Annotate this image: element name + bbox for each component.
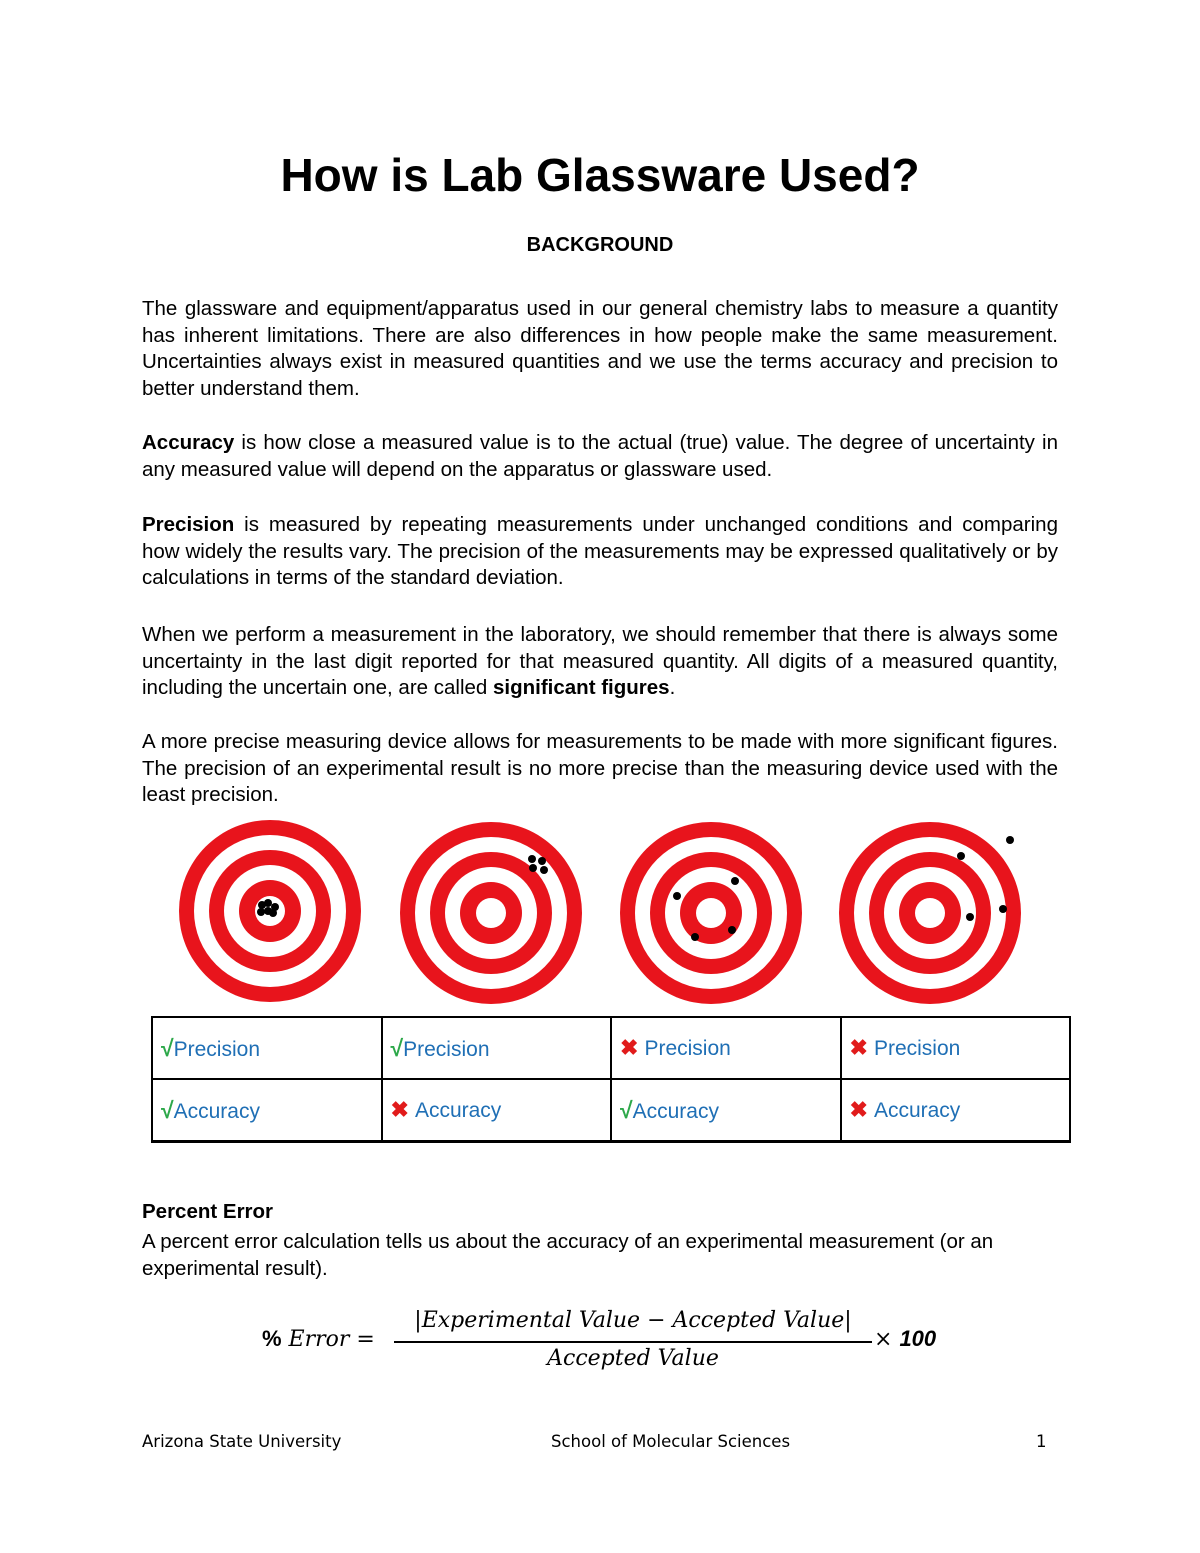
cell-label: Precision [403, 1037, 490, 1061]
shot-dot [957, 852, 965, 860]
formula-percent-sign: % [262, 1326, 282, 1351]
paragraph-precision [142, 512, 1058, 592]
table-cell [841, 1017, 1071, 1079]
shot-dot [999, 905, 1007, 913]
shot-dot [529, 864, 537, 872]
sig-figs-text: When we perform a measurement in the laboratory, we should remember that there is always some uncertainty in the last digit reported for that measured quantity. All digits of a measured quantity, including the uncertain one, are called [142, 623, 1058, 699]
precision-accuracy-table [151, 1016, 1071, 1143]
cell-label: Accuracy [173, 1099, 260, 1123]
paragraph-intro: The glassware and equipment/apparatus used in our general chemistry labs to measure a quantity has inherent limitations. There are also differences in how people make the same measurement. Uncertainties always exist in measured quantities and we use the terms accuracy and precision to better understand them. [142, 297, 1058, 400]
precision-definition: is measured by repeating measurements under unchanged conditions and comparing how widely the results vary. The precision of the measurements may be expressed qualitatively or by calculations in terms of the standard deviation. [142, 513, 1058, 589]
cross-icon: ✖ [849, 1097, 868, 1122]
cell-label: Accuracy [414, 1099, 502, 1122]
formula-fraction-bar [394, 1341, 872, 1343]
accuracy-definition: is how close a measured value is to the actual (true) value. The degree of uncertainty in any measured value will depend on the apparatus or glassware used. [142, 431, 1058, 481]
paragraph-accuracy [142, 430, 1058, 483]
shot-dot [540, 866, 548, 874]
cell-label: Precision [873, 1037, 961, 1060]
cell-label: Precision [644, 1037, 731, 1060]
table-cell [382, 1017, 612, 1079]
paragraph-precise-device: A more precise measuring device allows for measurements to be made with more significant figures. The precision of an experimental result is no more precise than the measuring device used with the least precision. [142, 730, 1058, 806]
percent-error-heading: Percent Error [142, 1200, 274, 1223]
shot-dot [257, 908, 265, 916]
footer-school: School of Molecular Sciences [551, 1432, 791, 1451]
formula-hundred: 100 [899, 1326, 937, 1351]
paragraph-sig-figs [142, 622, 1058, 702]
target-ring [915, 898, 945, 928]
target-ring [696, 898, 726, 928]
formula-rhs [874, 1326, 936, 1352]
table-cell [152, 1017, 382, 1079]
check-icon: √ [390, 1034, 404, 1061]
target-icon [839, 822, 1021, 1004]
cross-icon: ✖ [620, 1035, 639, 1060]
cell-label: Accuracy [632, 1099, 719, 1123]
term-accuracy: Accuracy [142, 431, 235, 454]
shot-dot [966, 913, 974, 921]
target-ring [476, 898, 506, 928]
page-title: How is Lab Glassware Used? [280, 149, 920, 201]
percent-error-formula [262, 1300, 962, 1380]
check-icon: √ [161, 1034, 174, 1061]
table-cell [382, 1079, 612, 1142]
shot-dot [528, 855, 536, 863]
footer-page-number: 1 [1036, 1432, 1047, 1451]
term-precision: Precision [142, 513, 235, 536]
formula-error-word: Error = [281, 1327, 375, 1352]
shot-dot [538, 857, 546, 865]
shot-dot [728, 926, 736, 934]
footer-university: Arizona State University [142, 1432, 342, 1451]
shot-dot [264, 899, 272, 907]
table-row [152, 1079, 1070, 1142]
shot-dot [691, 933, 699, 941]
check-icon: √ [620, 1096, 633, 1123]
table-row [152, 1017, 1070, 1079]
shot-dot [673, 892, 681, 900]
cell-label: Precision [173, 1037, 260, 1061]
table-cell [841, 1079, 1071, 1142]
percent-error-text: A percent error calculation tells us about the accuracy of an experimental measurement (or an experimental result). [142, 1230, 994, 1280]
formula-lhs [262, 1326, 375, 1352]
section-heading: BACKGROUND [526, 234, 674, 256]
target-icon [620, 822, 802, 1004]
target-icon [400, 822, 582, 1004]
check-icon: √ [161, 1096, 174, 1123]
shot-dot [1006, 836, 1014, 844]
formula-times: × [874, 1327, 900, 1352]
cross-icon: ✖ [390, 1097, 409, 1122]
table-cell [152, 1079, 382, 1142]
formula-denominator: Accepted Value [547, 1346, 719, 1371]
target-icon [179, 820, 361, 1002]
table-cell [611, 1079, 841, 1142]
sig-figs-end: . [669, 676, 676, 699]
target-group [179, 820, 1021, 1004]
target-illustrations [0, 820, 1200, 1010]
cell-label: Accuracy [873, 1099, 961, 1122]
term-significant-figures: significant figures [493, 676, 670, 699]
shot-dot [269, 909, 277, 917]
shot-dot [731, 877, 739, 885]
formula-numerator: |Experimental Value − Accepted Value| [414, 1308, 852, 1333]
cross-icon: ✖ [849, 1035, 868, 1060]
table-cell [611, 1017, 841, 1079]
